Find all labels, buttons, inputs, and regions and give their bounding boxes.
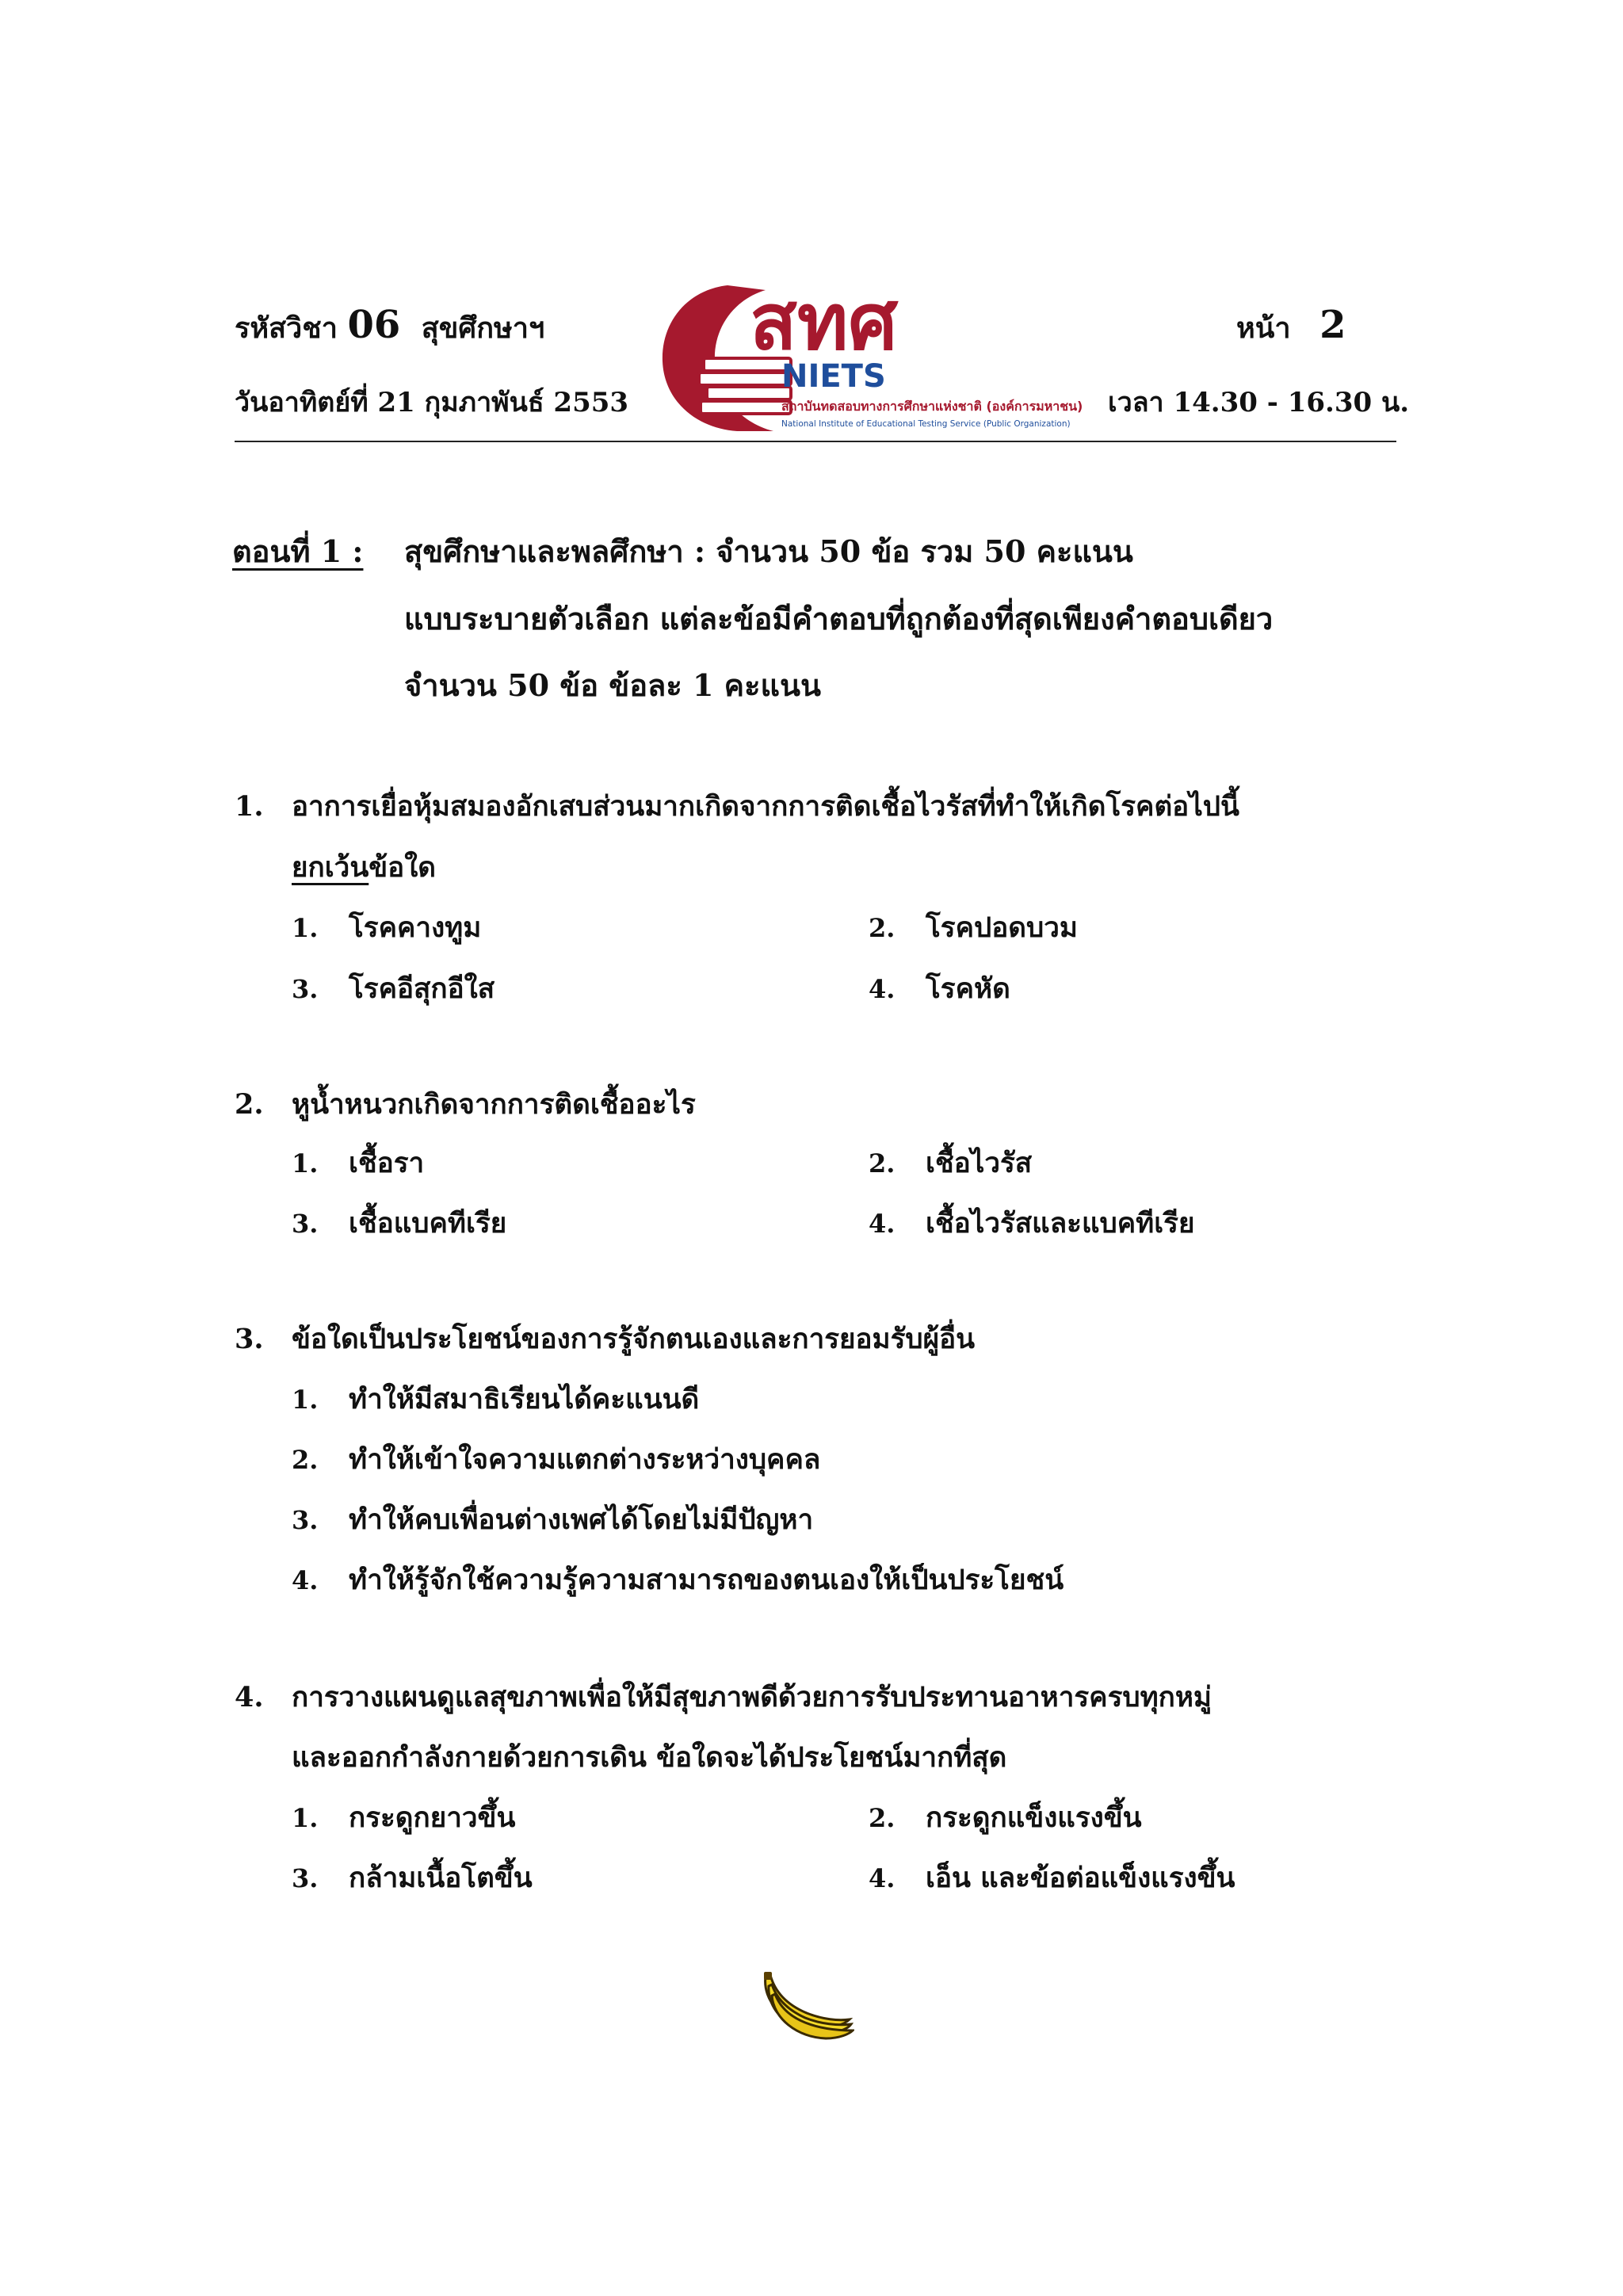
- question-number: 1.: [235, 790, 264, 823]
- question-4-line-2: และออกกำลังกายด้วยการเดิน ข้อใดจะได้ประโยชน์มากที่สุด: [292, 1741, 1007, 1774]
- q4-option-1[interactable]: 1. กระดูกยาวขึ้น: [292, 1801, 516, 1834]
- section-label: [232, 527, 363, 575]
- section-line-2: แบบระบายตัวเลือก แต่ละข้อมีคำตอบที่ถูกต้องที่สุดเพียงคำตอบเดียว: [404, 601, 1274, 636]
- q3-option-4[interactable]: 4. ทำให้รู้จักใช้ความรู้ความสามารถของตนเองให้เป็นประโยชน์: [292, 1564, 1064, 1596]
- question-number: 2.: [235, 1088, 264, 1121]
- page-label: หน้า: [1236, 311, 1291, 345]
- question-text-rest: ข้อใด: [369, 851, 437, 884]
- q3-option-3[interactable]: 3. ทำให้คบเพื่อนต่างเพศได้โดยไม่มีปัญหา: [292, 1503, 814, 1536]
- subject-code-label: รหัสวิชา: [235, 311, 338, 345]
- q2-option-2[interactable]: 2. เชื้อไวรัส: [869, 1147, 1033, 1179]
- exam-date: วันอาทิตย์ที่ 21 กุมภาพันธ์ 2553: [235, 387, 629, 418]
- section-line-3: จำนวน 50 ข้อ ข้อละ 1 คะแนน: [404, 667, 821, 703]
- q1-option-2[interactable]: 2. โรคปอดบวม: [869, 911, 1078, 944]
- question-text: ข้อใดเป็นประโยชน์ของการรู้จักตนเองและการยอมรับผู้อื่น: [292, 1323, 976, 1355]
- subject-code: 06: [347, 303, 401, 347]
- exam-time: เวลา 14.30 - 16.30 น.: [1108, 387, 1410, 418]
- subject-code-line: [235, 303, 544, 350]
- page-number-line: [1236, 303, 1346, 350]
- q4-option-4[interactable]: 4. เอ็น และข้อต่อแข็งแรงขึ้น: [869, 1862, 1235, 1894]
- q1-option-1[interactable]: 1. โรคคางทูม: [292, 911, 482, 944]
- question-text: หูน้ำหนวกเกิดจากการติดเชื้ออะไร: [292, 1088, 696, 1121]
- subject-name: สุขศึกษาฯ: [421, 311, 545, 345]
- question-text: อาการเยื่อหุ้มสมองอักเสบส่วนมากเกิดจากการติดเชื้อไวรัสที่ทำให้เกิดโรคต่อไปนี้: [292, 790, 1239, 823]
- logo-org-en: National Institute of Educational Testing Service (Public Organization): [781, 419, 1071, 429]
- q2-option-4[interactable]: 4. เชื้อไวรัสและแบคทีเรีย: [869, 1207, 1195, 1240]
- question-3: [235, 1317, 975, 1361]
- q4-option-2[interactable]: 2. กระดูกแข็งแรงขึ้น: [869, 1801, 1142, 1834]
- q3-option-1[interactable]: 1. ทำให้มีสมาธิเรียนได้คะแนนดี: [292, 1383, 700, 1415]
- q1-option-4[interactable]: 4. โรคหัด: [869, 972, 1010, 1005]
- section-label-text: ตอนที่ 1 :: [232, 533, 364, 569]
- header-divider: [235, 441, 1396, 442]
- banana-icon: [759, 1969, 854, 2040]
- question-1: [235, 785, 1239, 828]
- niets-logo: [655, 276, 1103, 434]
- question-keyword: ยกเว้น: [292, 851, 369, 884]
- question-number: 3.: [235, 1323, 264, 1355]
- page-number: 2: [1319, 303, 1346, 347]
- q1-option-3[interactable]: 3. โรคอีสุกอีใส: [292, 972, 495, 1005]
- q4-option-3[interactable]: 3. กล้ามเนื้อโตขึ้น: [292, 1862, 533, 1894]
- q3-option-2[interactable]: 2. ทำให้เข้าใจความแตกต่างระหว่างบุคคล: [292, 1443, 821, 1476]
- question-1-line-2: [292, 846, 436, 889]
- logo-org-thai: สถาบันทดสอบทางการศึกษาแห่งชาติ (องค์การมหาชน): [781, 399, 1083, 414]
- question-4: [235, 1675, 1212, 1719]
- q2-option-1[interactable]: 1. เชื้อรา: [292, 1147, 425, 1179]
- section-line-1: สุขศึกษาและพลศึกษา : จำนวน 50 ข้อ รวม 50 คะแนน: [404, 533, 1133, 569]
- question-text: การวางแผนดูแลสุขภาพเพื่อให้มีสุขภาพดีด้วยการรับประทานอาหารครบทุกหมู่: [292, 1681, 1212, 1713]
- q2-option-3[interactable]: 3. เชื้อแบคทีเรีย: [292, 1207, 507, 1240]
- logo-acronym-en: NIETS: [781, 358, 886, 395]
- question-number: 4.: [235, 1681, 264, 1713]
- question-2: [235, 1083, 696, 1126]
- logo-acronym-thai: สทศ: [750, 277, 898, 368]
